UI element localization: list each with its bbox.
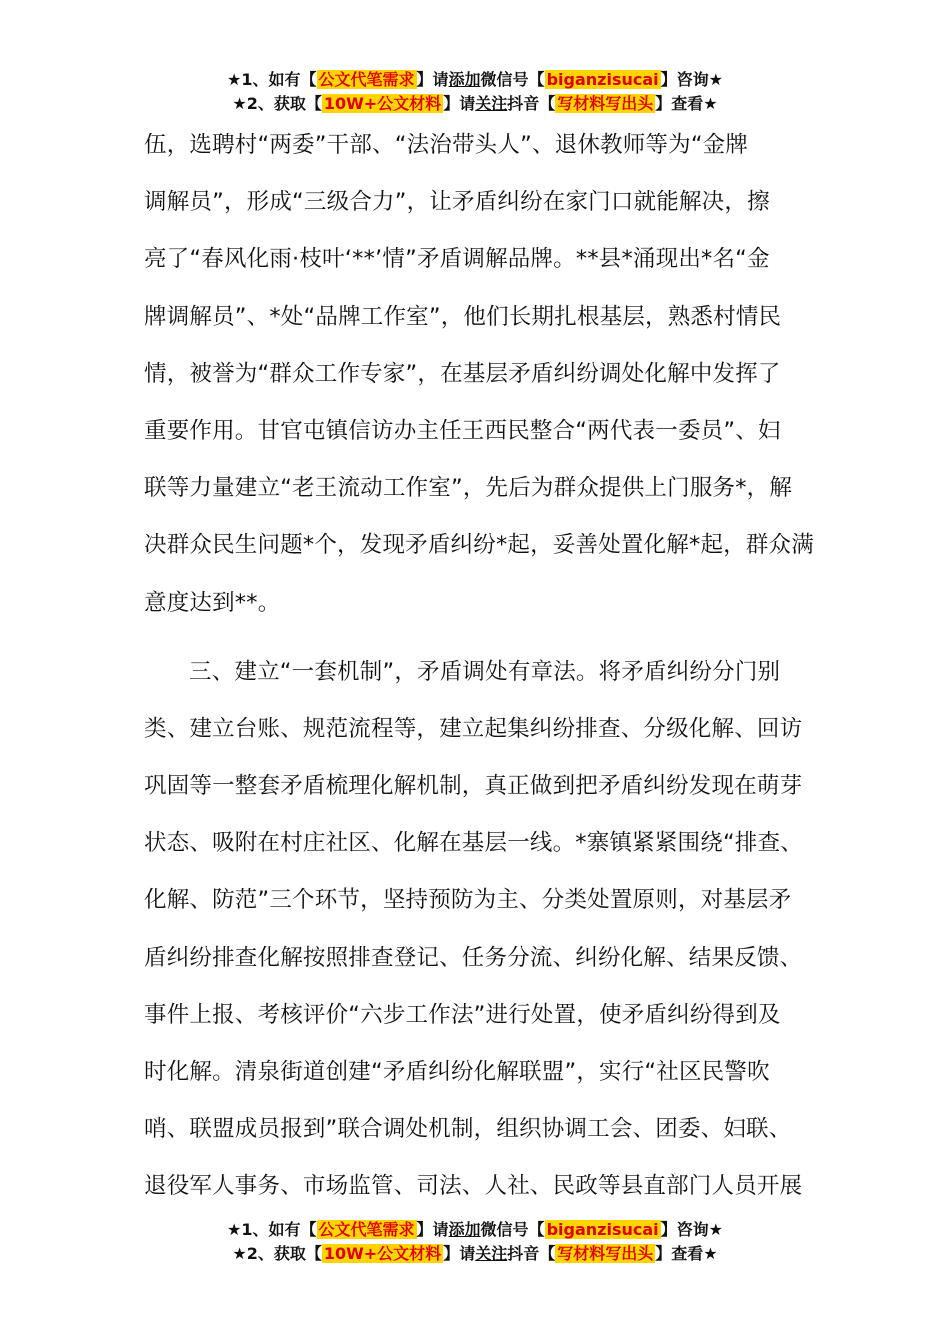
text-line: 伍，选聘村“两委”干部、“法治带头人”、退休教师等为“金牌: [144, 132, 749, 158]
highlight-douyin: 写材料写出头: [557, 1244, 654, 1263]
text-line: 事件上报、考核评价“六步工作法”进行处置，使矛盾纠纷得到及: [144, 1001, 781, 1028]
text-line: 联等力量建立“老王流动工作室”，先后为群众提供上门服务*，解: [144, 475, 793, 502]
banner-line-1: ★1、如有【 公文代笔需求 】请添加微信号【 biganzisucai 】咨询★: [227, 1220, 723, 1239]
banner-line-2: ★2、获取【 10W+公文材料 】请关注抖音【 写材料写出头 】查看★: [232, 1244, 718, 1263]
star-icon: ★: [708, 1220, 723, 1239]
highlight-wechat-id: biganzisucai: [546, 1220, 659, 1239]
text-line: 三、建立“一套机制”，矛盾调处有章法。将矛盾纠纷分门别: [189, 658, 781, 685]
document-body: [144, 117, 814, 1216]
text-line: 状态、吸附在村庄社区、化解在基层一线。*寨镇紧紧围绕“排查、: [144, 830, 803, 857]
text-line: 巩固等一整套矛盾梳理化解机制，真正做到把矛盾纠纷发现在萌芽: [144, 773, 803, 800]
highlight-materials: 10W+公文材料: [323, 1244, 442, 1263]
highlight-wechat-id: biganzisucai: [546, 70, 659, 89]
highlight-materials: 10W+公文材料: [323, 94, 442, 113]
highlight-ghostwriting: 公文代笔需求: [318, 1220, 415, 1239]
text-line: 退役军人事务、市场监管、司法、人社、民政等县直部门人员开展: [144, 1173, 803, 1200]
star-icon: ★: [232, 94, 247, 113]
paragraph-2: [144, 644, 808, 1216]
text-line: 亮了“春风化雨·枝叶‘**’情”矛盾调解品牌。**县*涌现出*名“金: [144, 246, 770, 273]
paragraph-1: [144, 117, 814, 632]
star-icon: ★: [703, 94, 718, 113]
text-line: 类、建立台账、规范流程等，建立起集纠纷排查、分级化解、回访: [144, 715, 803, 742]
footer-banner: [0, 1218, 950, 1266]
paragraph-gap: [144, 632, 808, 644]
text-line: 牌调解员”、*处“品牌工作室”，他们长期扎根基层，熟悉村情民: [144, 303, 782, 330]
text-line: 化解、防范”三个环节，坚持预防为主、分类处置原则，对基层矛: [144, 887, 792, 914]
star-icon: ★: [703, 1244, 718, 1263]
text-line: 调解员”，形成“三级合力”，让矛盾纠纷在家门口就能解决，擦: [144, 189, 770, 216]
banner-line-2: ★2、获取【 10W+公文材料 】请关注抖音【 写材料写出头 】查看★: [232, 94, 718, 113]
text-line: 重要作用。甘官屯镇信访办主任王西民整合“两代表一委员”、妇: [144, 417, 781, 444]
highlight-douyin: 写材料写出头: [557, 94, 654, 113]
text-line: 时化解。清泉街道创建“矛盾纠纷化解联盟”，实行“社区民警吹: [144, 1059, 770, 1085]
star-icon: ★: [708, 70, 723, 89]
text-line: 情，被誉为“群众工作专家”，在基层矛盾纠纷调处化解中发挥了: [144, 360, 781, 387]
header-banner: [0, 68, 950, 116]
star-icon: ★: [232, 1244, 247, 1263]
text-line: 哨、联盟成员报到”联合调处机制，组织协调工会、团委、妇联、: [144, 1116, 792, 1143]
banner-line-1: ★1、如有【 公文代笔需求 】请添加微信号【 biganzisucai 】咨询★: [227, 70, 723, 89]
highlight-ghostwriting: 公文代笔需求: [318, 70, 415, 89]
text-line: 决群众民生问题*个，发现矛盾纠纷*起，妥善处置化解*起，群众满: [144, 532, 814, 559]
text-line: 意度达到**。: [144, 589, 281, 616]
star-icon: ★: [227, 70, 242, 89]
text-line: 盾纠纷排查化解按照排查登记、任务分流、纠纷化解、结果反馈、: [144, 944, 803, 971]
star-icon: ★: [227, 1220, 242, 1239]
